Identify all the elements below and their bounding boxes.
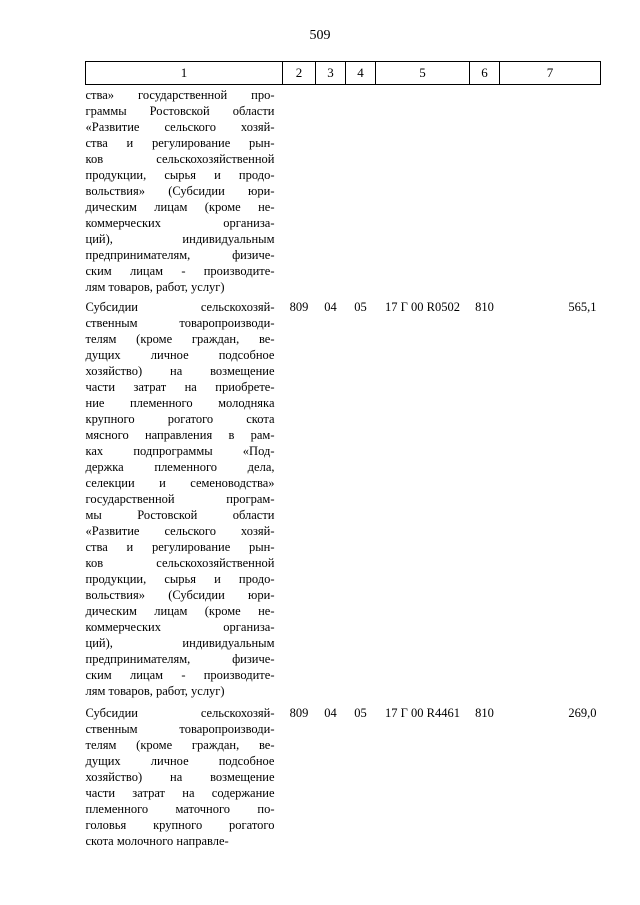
ministry-code-cell: 809	[289, 706, 309, 720]
description-line: предпринимателям, физиче-	[85, 652, 275, 666]
column-header-4: 4	[346, 62, 376, 85]
amount-cell: 565,1	[568, 300, 597, 314]
description-line: части затрат на содержание	[85, 786, 275, 800]
description-line: головья крупного рогатого	[85, 818, 275, 832]
section-code-cell: 04	[324, 706, 337, 720]
column-header-6: 6	[470, 62, 500, 85]
table-row	[86, 295, 601, 701]
column-header-5: 5	[376, 62, 470, 85]
subsection-code-cell: 05	[354, 300, 367, 314]
description-line: ским лицам - производите-	[85, 668, 275, 682]
description-line: Субсидии сельскохозяй-	[85, 706, 275, 720]
description-line: племенного маточного по-	[85, 802, 275, 816]
description-line: граммы Ростовской области	[85, 104, 275, 118]
description-line: ций), индивидуальным	[85, 636, 275, 650]
description-line: ние племенного молодняка	[85, 396, 275, 410]
budget-table	[85, 61, 601, 851]
description-line: крупного рогатого скота	[85, 412, 275, 426]
header-row	[86, 62, 601, 85]
description-line: ках подпрограммы «Под-	[85, 444, 275, 458]
row-description	[86, 85, 283, 296]
expense-type-cell	[470, 85, 500, 296]
description-line: «Развитие сельского хозяй-	[85, 524, 275, 538]
description-line: «Развитие сельского хозяй-	[85, 120, 275, 134]
subsection-code-cell	[346, 85, 376, 296]
description-line: коммерческих организа-	[85, 216, 275, 230]
description-line: лям товаров, работ, услуг)	[85, 280, 225, 294]
description-line: ственным товаропроизводи-	[85, 722, 275, 736]
description-line: предпринимателям, физиче-	[85, 248, 275, 262]
table-row	[86, 85, 601, 296]
table-row	[86, 701, 601, 851]
description-line: вольствия» (Субсидии юри-	[85, 184, 275, 198]
description-line: скота молочного направле-	[85, 834, 229, 848]
ministry-code-cell	[283, 85, 316, 296]
description-line: ства и регулирование рын-	[85, 540, 275, 554]
amount-cell	[500, 85, 601, 296]
description-line: дическим лицам (кроме не-	[85, 200, 275, 214]
target-article-cell: 17 Г 00 R0502	[385, 300, 460, 314]
column-header-7: 7	[500, 62, 601, 85]
column-header-2: 2	[283, 62, 316, 85]
column-header-3: 3	[316, 62, 346, 85]
description-line: вольствия» (Субсидии юри-	[85, 588, 275, 602]
description-line: продукции, сырья и продо-	[85, 168, 275, 182]
column-header-1: 1	[86, 62, 283, 85]
description-line: продукции, сырья и продо-	[85, 572, 275, 586]
description-line: лям товаров, работ, услуг)	[85, 684, 225, 698]
description-line: селекции и семеноводства»	[85, 476, 275, 490]
expense-type-cell: 810	[475, 706, 494, 720]
description-line: ственным товаропроизводи-	[85, 316, 275, 330]
description-line: дущих личное подсобное	[85, 754, 275, 768]
table-body	[86, 85, 601, 852]
description-line: мясного направления в рам-	[85, 428, 275, 442]
row-description	[86, 701, 283, 851]
row-description	[86, 295, 283, 701]
section-code-cell: 04	[324, 300, 337, 314]
description-line: ским лицам - производите-	[85, 264, 275, 278]
target-article-cell	[376, 85, 470, 296]
target-article-cell: 17 Г 00 R4461	[385, 706, 460, 720]
page-number: 509	[309, 28, 331, 43]
description-line: ства и регулирование рын-	[85, 136, 275, 150]
description-line: Субсидии сельскохозяй-	[85, 300, 275, 314]
ministry-code-cell: 809	[289, 300, 309, 314]
description-line: государственной програм-	[85, 492, 275, 506]
description-line: ций), индивидуальным	[85, 232, 275, 246]
description-line: дущих личное подсобное	[85, 348, 275, 362]
description-line: телям (кроме граждан, ве-	[85, 738, 275, 752]
description-line: ков сельскохозяйственной	[85, 556, 275, 570]
description-line: ства» государственной про-	[85, 88, 275, 102]
description-line: хозяйство) на возмещение	[85, 770, 275, 784]
description-line: части затрат на приобрете-	[85, 380, 275, 394]
description-line: дическим лицам (кроме не-	[85, 604, 275, 618]
description-line: телям (кроме граждан, ве-	[85, 332, 275, 346]
subsection-code-cell: 05	[354, 706, 367, 720]
description-line: держка племенного дела,	[85, 460, 275, 474]
description-line: мы Ростовской области	[85, 508, 275, 522]
description-line: коммерческих организа-	[85, 620, 275, 634]
expense-type-cell: 810	[475, 300, 494, 314]
description-line: хозяйство) на возмещение	[85, 364, 275, 378]
description-line: ков сельскохозяйственной	[85, 152, 275, 166]
section-code-cell	[316, 85, 346, 296]
amount-cell: 269,0	[568, 706, 597, 720]
